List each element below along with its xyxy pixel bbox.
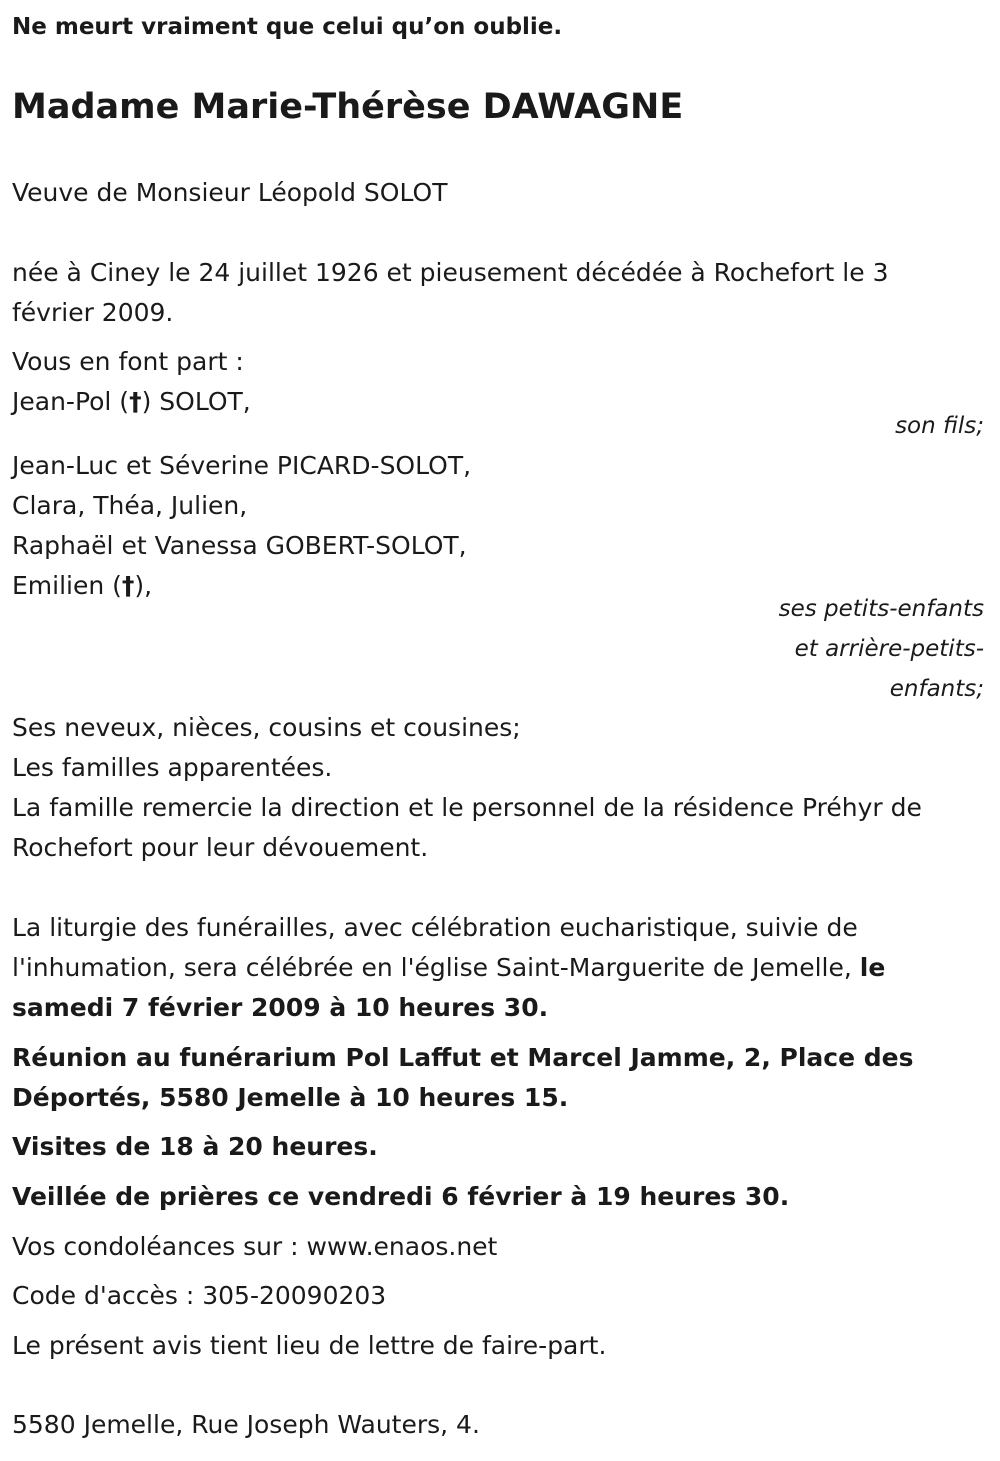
funeral-line-2-text: l'inhumation, sera célébrée en l'église Saint-Marguerite de Jemelle, [12,953,860,982]
son-name-prefix: Jean-Pol ( [12,387,130,416]
grandchild-last-suffix: ), [134,571,153,600]
widow-of: Veuve de Monsieur Léopold SOLOT [12,178,448,207]
condolences: Vos condoléances sur : www.enaos.net [12,1232,498,1261]
family-line-2: Les familles apparentées. [12,753,333,782]
son-relation: son fils; [895,413,984,439]
cross-icon: † [129,387,142,416]
grandchildren-relation-2: et arrière-petits- [794,636,984,662]
address: 5580 Jemelle, Rue Joseph Wauters, 4. [12,1410,480,1439]
son-name [12,382,251,422]
funeral-line-2-bold: le [859,953,886,982]
funeral-line-1: La liturgie des funérailles, avec célébration eucharistique, suivie de [12,913,858,942]
grandchild-last-prefix: Emilien ( [12,571,122,600]
meeting-line-2: Déportés, 5580 Jemelle à 10 heures 15. [12,1083,569,1112]
son-name-suffix: ) SOLOT, [141,387,251,416]
thanks-line-2: Rochefort pour leur dévouement. [12,833,429,862]
family-line-1: Ses neveux, nièces, cousins et cousines; [12,713,521,742]
funeral-line-2 [12,948,885,988]
birth-death-line-1: née à Ciney le 24 juillet 1926 et pieusement décédée à Rochefort le 3 [12,258,889,287]
deceased-name: Madame Marie-Thérèse DAWAGNE [12,87,684,127]
grandchild-line-2: Clara, Théa, Julien, [12,491,248,520]
announce: Vous en font part : [12,347,244,376]
meeting-line-1: Réunion au funérarium Pol Laffut et Marcel Jamme, 2, Place des [12,1043,914,1072]
vigil: Veillée de prières ce vendredi 6 février à 19 heures 30. [12,1182,790,1211]
cross-icon: † [121,571,135,600]
funeral-date: samedi 7 février 2009 à 10 heures 30. [12,993,549,1022]
thanks-line-1: La famille remercie la direction et le personnel de la résidence Préhyr de [12,793,922,822]
grandchild-line-3: Raphaël et Vanessa GOBERT-SOLOT, [12,531,467,560]
notice: Le présent avis tient lieu de lettre de faire-part. [12,1331,607,1360]
birth-death-line-2: février 2009. [12,298,174,327]
access-code: Code d'accès : 305-20090203 [12,1281,387,1310]
grandchildren-relation-1: ses petits-enfants [778,596,984,622]
visits: Visites de 18 à 20 heures. [12,1132,378,1161]
grandchildren-relation-3: enfants; [889,676,984,702]
motto: Ne meurt vraiment que celui qu’on oublie. [12,14,563,40]
grandchild-line-4 [12,566,152,606]
grandchild-line-1: Jean-Luc et Séverine PICARD-SOLOT, [12,451,472,480]
